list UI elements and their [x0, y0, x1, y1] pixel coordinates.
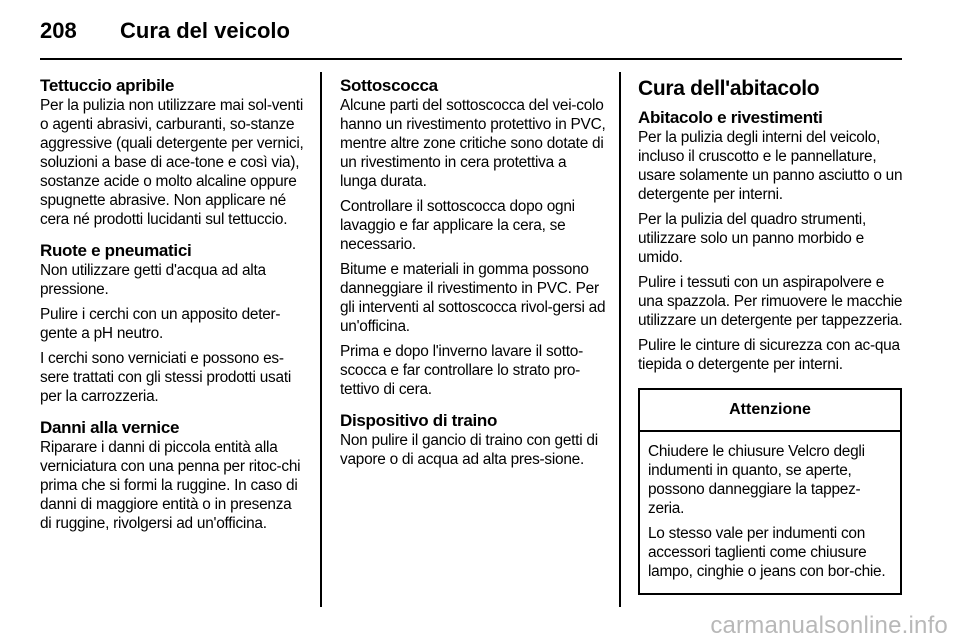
column-right [638, 76, 904, 595]
column-middle [340, 76, 606, 481]
paragraph: Non utilizzare getti d'acqua ad alta pressione. [40, 262, 266, 298]
section-heading: Abitacolo e rivestimenti [638, 108, 823, 127]
section-heading: Tettuccio apribile [40, 76, 175, 95]
section-sunroof [40, 76, 306, 229]
section-interior [638, 108, 904, 374]
page-header [40, 18, 290, 48]
page-title: Cura del veicolo [120, 18, 290, 43]
paragraph: Bitume e materiali in gomma possono danneggiare il rivestimento in PVC. Per gli interventi al sottoscocca rivol-gersi ad un'officina. [340, 261, 606, 335]
section-heading: Dispositivo di traino [340, 411, 498, 430]
page-number: 208 [40, 18, 77, 43]
main-heading: Cura dell'abitacolo [638, 77, 820, 100]
paragraph: I cerchi sono verniciati e possono es-sere trattati con gli stessi prodotti usati per la carrozzeria. [40, 350, 292, 405]
section-towing-device [340, 411, 606, 469]
section-heading: Danni alla vernice [40, 418, 180, 437]
column-divider [320, 72, 322, 607]
paragraph: Prima e dopo l'inverno lavare il sotto-scocca e far controllare lo strato pro-tettivo di cera. [340, 343, 583, 398]
paragraph: Lo stesso vale per indumenti con accessori taglienti come chiusure lampo, cinghie o jeans con bor-chie. [648, 525, 886, 580]
paragraph: Riparare i danni di piccola entità alla verniciatura con una penna per ritoc-chi prima che si formi la ruggine. In caso di danni di maggiore entità o in presenza di ruggine, rivolgersi ad un'officina. [40, 439, 301, 532]
paragraph: Pulire le cinture di sicurezza con ac-qua tiepida o detergente per interni. [638, 337, 900, 373]
warning-title: Attenzione [640, 390, 900, 432]
section-heading: Ruote e pneumatici [40, 241, 192, 260]
section-heading: Sottoscocca [340, 76, 438, 95]
header-rule [40, 58, 902, 60]
section-wheels [40, 241, 306, 406]
column-left [40, 76, 306, 545]
warning-body [640, 432, 900, 593]
section-paint-damage [40, 418, 306, 533]
watermark: carmanualsonline.info [710, 612, 948, 639]
paragraph: Per la pulizia del quadro strumenti, utilizzare solo un panno morbido e umido. [638, 211, 866, 266]
paragraph: Per la pulizia non utilizzare mai sol-venti o agenti abrasivi, carburanti, so-stanze aggressive (quali detergente per vernici, soluzioni a base di ace-tone e così via), sostanze acide o molto alcaline oppure spugnette abrasive. Non applicare né cera né prodotti lucidanti sul tettuccio. [40, 97, 304, 228]
warning-box [638, 388, 902, 595]
column-divider [619, 72, 621, 607]
paragraph: Non pulire il gancio di traino con getti di vapore o di acqua ad alta pres-sione. [340, 432, 598, 468]
paragraph: Chiudere le chiusure Velcro degli indumenti in quanto, se aperte, possono danneggiare la tappez-zeria. [648, 443, 865, 517]
paragraph: Controllare il sottoscocca dopo ogni lavaggio e far applicare la cera, se necessario. [340, 198, 575, 253]
paragraph: Alcune parti del sottoscocca del vei-colo hanno un rivestimento protettivo in PVC, mentre altre zone critiche sono dotate di un rivestimento in cera protettiva a lunga durata. [340, 97, 606, 190]
paragraph: Pulire i tessuti con un aspirapolvere e una spazzola. Per rimuovere le macchie utilizzare un detergente per tappezzeria. [638, 274, 903, 329]
paragraph: Per la pulizia degli interni del veicolo, incluso il cruscotto e le pannellature, usare solamente un panno asciutto o un detergente per interni. [638, 129, 903, 203]
paragraph: Pulire i cerchi con un apposito deter-gente a pH neutro. [40, 306, 281, 342]
section-underbody [340, 76, 606, 399]
